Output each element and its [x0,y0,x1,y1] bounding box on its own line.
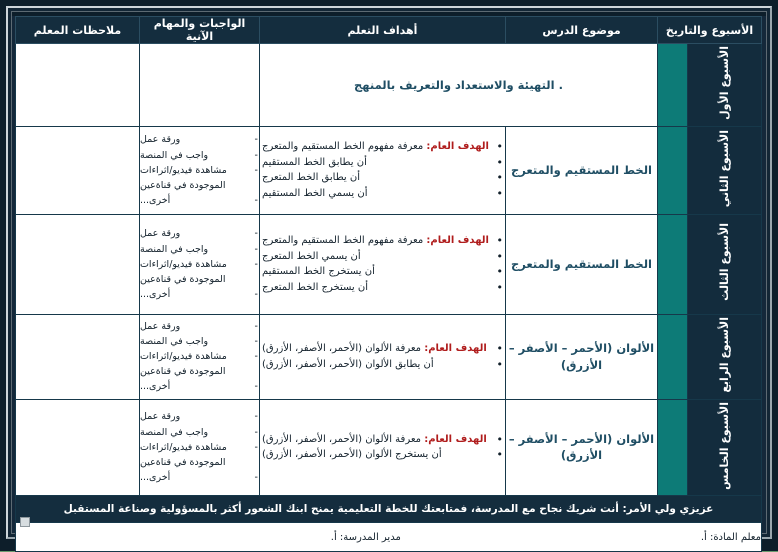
goal-lead-label: الهدف العام: [424,343,487,355]
week-label: الأسبوع الثالث [718,223,731,302]
homework-item: الموجودة في قناةعين [139,366,226,378]
parent-banner-row [15,496,761,523]
homework-item: - مشاهدة فيديو/اثراءات [140,440,259,455]
table-header-row [15,17,761,44]
homework-item: - أخرى... [140,193,259,208]
homework-item: - مشاهدة فيديو/اثراءات [140,163,259,178]
week-cell [688,314,762,399]
table-row [15,399,761,496]
table-row [15,214,761,314]
goal-lead-label: الهدف العام: [426,141,489,153]
learning-goal-item [260,447,505,463]
learning-goal-item [260,155,505,171]
lesson-topic-cell: . التهيئة والاستعداد والتعريف بالمنهج [259,44,657,127]
learning-goals-cell [259,214,505,314]
lesson-topic-cell: الألوان (الأحمر – الأصفر – الأزرق) [505,399,657,496]
homework-item: - واجب في المنصة [140,334,259,349]
column-header-teacher-notes: ملاحظات المعلم [15,17,139,44]
homework-item: - واجب في المنصة [140,425,259,440]
table-row [15,314,761,399]
learning-goal-item [260,249,505,265]
learning-goal-item [260,233,505,249]
signature-row [15,523,761,552]
accent-stripe-cell [657,399,687,496]
goal-text: معرفة الألوان (الأحمر، الأصفر، الأزرق) [261,433,425,445]
homework-list [140,132,259,208]
learning-goal-item [260,432,505,448]
learning-goals-list [260,432,505,463]
homework-item: - أخرى... [140,287,259,302]
table-row [15,44,761,127]
homework-item: - أخرى... [140,379,259,394]
goal-text: أن يستخرج الخط المتعرج [261,281,368,293]
week-cell [688,214,762,314]
column-header-lesson-topic: موضوع الدرس [505,17,657,44]
lesson-topic-cell: الخط المستقيم والمتعرج [505,214,657,314]
goal-text: أن يطابق الخط المستقيم [261,156,367,168]
homework-item: - مشاهدة فيديو/اثراءات [140,349,259,364]
homework-cell [139,399,259,496]
week-label: الأسبوع الخامس [718,401,731,490]
week-label: الأسبوع الأول [718,46,731,120]
weekly-plan-table [15,16,762,552]
goal-text: أن يطابق الخط المتعرج [261,172,360,184]
goal-text: أن يسمي الخط المتعرج [261,250,361,262]
accent-stripe-cell [657,126,687,214]
homework-item: - واجب في المنصة [140,148,259,163]
homework-item: - ورقة عمل [140,132,259,147]
homework-item: - ورقة عمل [140,226,259,241]
week-label: الأسبوع الرابع [718,316,731,393]
learning-goals-list [260,233,505,295]
goal-text: أن يطابق الألوان (الأحمر، الأصفر، الأزرق) [261,358,434,370]
homework-item: - ورقة عمل [140,409,259,424]
window-frame-inner [11,11,767,543]
goal-lead-label: الهدف العام: [424,433,487,445]
weekly-plan-sheet [16,16,762,543]
learning-goal-item [260,170,505,186]
learning-goals-cell [259,314,505,399]
table-row [15,126,761,214]
resize-handle[interactable] [20,517,30,527]
learning-goals-list [260,139,505,201]
homework-list [140,409,259,485]
learning-goal-item [260,280,505,296]
goal-text: أن يسمي الخط المستقيم [261,187,368,199]
teacher-notes-cell [15,314,139,399]
learning-goals-cell [259,126,505,214]
homework-cell [139,126,259,214]
column-header-homework: الواجبات والمهام الآنية [139,17,259,44]
homework-cell [139,314,259,399]
column-header-learning-goals: أهداف التعلم [259,17,505,44]
teacher-notes-cell [15,126,139,214]
homework-list [140,319,259,395]
homework-item: - مشاهدة فيديو/اثراءات [140,257,259,272]
lesson-topic-cell: الخط المستقيم والمتعرج [505,126,657,214]
teacher-notes-cell [15,214,139,314]
learning-goals-cell [259,399,505,496]
accent-stripe-cell [657,44,687,127]
homework-item: الموجودة في قناةعين [139,457,226,469]
homework-list [140,226,259,302]
table-body [15,44,761,496]
learning-goal-item [260,186,505,202]
week-label: الأسبوع الثاني [718,129,731,207]
goal-text: معرفة الألوان (الأحمر، الأصفر، الأزرق) [261,343,425,355]
homework-item: الموجودة في قناةعين [139,273,226,285]
goal-text: معرفة مفهوم الخط المستقيم والمتعرج [261,235,427,247]
homework-item: - ورقة عمل [140,319,259,334]
learning-goal-item [260,341,505,357]
accent-stripe-cell [657,314,687,399]
homework-item: - واجب في المنصة [140,242,259,257]
goal-text: أن يستخرج الألوان (الأحمر، الأصفر، الأزرق) [261,449,442,461]
homework-cell [139,44,259,127]
goal-text: أن يستخرج الخط المستقيم [261,266,375,278]
column-header-week-date: الأسبوع والتاريخ [657,17,761,44]
subject-teacher-signature: معلم المادة: أ. [700,531,761,543]
homework-cell [139,214,259,314]
homework-item: - أخرى... [140,470,259,485]
learning-goals-list [260,341,505,372]
signature-cell [15,523,761,552]
goal-text: معرفة مفهوم الخط المستقيم والمتعرج [261,141,427,153]
parent-message-banner: عزيزي ولي الأمر: أنت شريك نجاح مع المدرسة، فمتابعتك للخطة التعليمية يمنح ابنك الشعور أكثر بالمسؤولية وصناعة المستقبل [15,496,761,523]
goal-lead-label: الهدف العام: [426,235,489,247]
window-frame-outer [6,6,772,543]
week-cell [688,126,762,214]
learning-goal-item [260,139,505,155]
week-cell [688,44,762,127]
week-cell [688,399,762,496]
learning-goal-item [260,357,505,373]
teacher-notes-cell [15,44,139,127]
lesson-topic-cell: الألوان (الأحمر – الأصفر – الأزرق) [505,314,657,399]
school-principal-signature: مدير المدرسة: أ. [330,531,401,543]
homework-item: الموجودة في قناةعين [139,179,226,191]
learning-goal-item [260,264,505,280]
teacher-notes-cell [15,399,139,496]
accent-stripe-cell [657,214,687,314]
